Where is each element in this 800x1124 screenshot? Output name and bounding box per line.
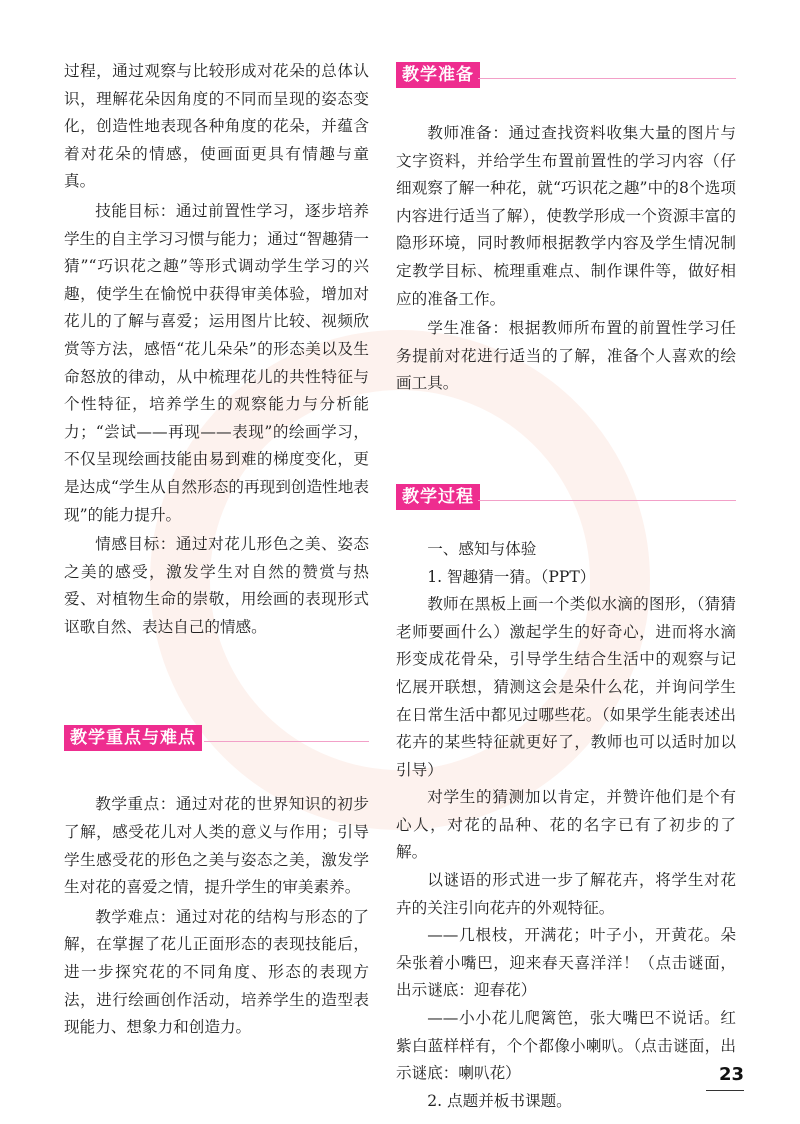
section-heading-label: 教学过程 <box>396 484 480 510</box>
section-heading-label: 教学准备 <box>396 62 480 88</box>
page-number-rule <box>706 1090 744 1091</box>
section-rule <box>204 741 369 742</box>
paragraph: 过程，通过观察与比较形成对花朵的总体认识，理解花朵因角度的不同而呈现的姿态变化，创造性地表现各种角度的花朵，并蕴含着对花朵的情感，使画面更具有情趣与童真。 <box>64 62 369 191</box>
paragraph: 教师准备：通过查找资料收集大量的图片与文字资料，并给学生布置前置性的学习内容（仔细观察了解一种花，就“巧识花之趣”中的8个选项内容进行适当了解），使教学形成一个资源丰富的隐形环境，同时教师根据教学内容及学生情况制定教学目标、梳理重难点、制作课件等，做好相应的准备工作。 <box>396 124 736 308</box>
paragraph: 技能目标：通过前置性学习，逐步培养学生的自主学习习惯与能力；通过“智趣猜一猜”“巧识花之趣”等形式调动学生学习的兴趣，使学生在愉悦中获得审美体验，增加对花儿的了解与喜爱；运用图片比较、视频欣赏等方法，感悟“花儿朵朵”的形态美以及生命怒放的律动，从中梳理花儿的共性特征与个性特征，培养学生的观察能力与分析能力；“尝试——再现——表现”的绘画学习，不仅呈现绘画技能由易到难的梯度变化，更是达成“学生从自然形态的再现到创造性地表现”的能力提升。 <box>64 201 369 524</box>
right-column <box>396 58 736 1115</box>
paragraph: 1. 智趣猜一猜。（PPT） <box>427 567 596 586</box>
left-column <box>64 58 369 1042</box>
paragraph: 2. 点题并板书课题。 <box>427 1091 572 1110</box>
paragraph: 情感目标：通过对花儿形色之美、姿态之美的感受，激发学生对自然的赞赏与热爱、对植物生命的崇敬，用绘画的表现形式讴歌自然、表达自己的情感。 <box>64 535 369 636</box>
paragraph: 对学生的猜测加以肯定，并赞许他们是个有心人，对花的品种、花的名字已有了初步的了解。 <box>396 788 736 862</box>
section-rule <box>478 78 736 79</box>
section-rule <box>478 500 736 501</box>
paragraph: 教学重点：通过对花的世界知识的初步了解，感受花儿对人类的意义与作用；引导学生感受花的形色之美与姿态之美，激发学生对花的喜爱之情，提升学生的审美素养。 <box>64 795 369 897</box>
paragraph: 教学难点：通过对花的结构与形态的了解，在掌握了花儿正面形态的表现技能后，进一步探究花的不同角度、形态的表现方法，进行绘画创作活动，培养学生的造型表现能力、想象力和创造力。 <box>64 907 369 1037</box>
paragraph: 教师在黑板上画一个类似水滴的图形，（猜猜老师要画什么）激起学生的好奇心，进而将水滴形变成花骨朵，引导学生结合生活中的观察与记忆展开联想，猜测这会是朵什么花，并询问学生在日常生活中都见过哪些花。（如果学生能表述出花卉的某些特征就更好了，教师也可以适时加以引导） <box>396 595 736 779</box>
section-heading-process <box>396 484 736 514</box>
paragraph: 一、感知与体验 <box>427 539 537 558</box>
paragraph: 学生准备：根据教师所布置的前置性学习任务提前对花进行适当的了解，准备个人喜欢的绘画工具。 <box>396 319 736 393</box>
paragraph: ——小小花儿爬篱笆，张大嘴巴不说话。红紫白蓝样样有，个个都像小喇叭。（点击谜面，出示谜底：喇叭花） <box>396 1009 736 1083</box>
section-heading-label: 教学重点与难点 <box>64 725 202 751</box>
paragraph: 以谜语的形式进一步了解花卉，将学生对花卉的关注引向花卉的外观特征。 <box>396 871 736 917</box>
paragraph: ——几根枝，开满花；叶子小，开黄花。朵朵张着小嘴巴，迎来春天喜洋洋！（点击谜面，出示谜底：迎春花） <box>396 926 736 1000</box>
section-heading-preparation <box>396 62 736 92</box>
page-number: 23 <box>718 1064 744 1085</box>
section-heading-key-points <box>64 725 369 755</box>
